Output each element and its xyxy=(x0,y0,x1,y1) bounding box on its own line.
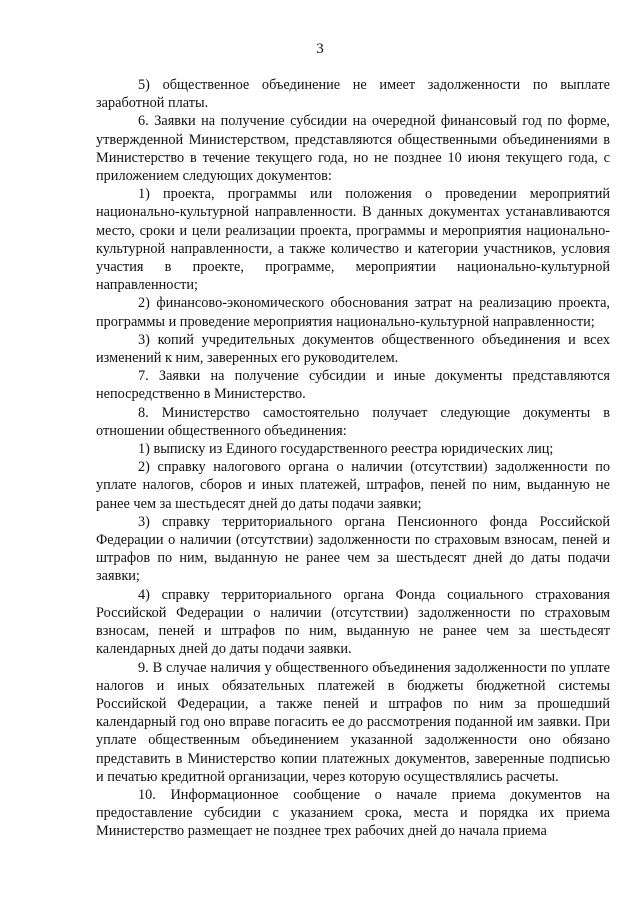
document-body xyxy=(96,76,610,841)
paragraph-clause-6-item-2: 2) финансово-экономического обоснования затрат на реализацию проекта, программы и проведение мероприятия национально-культурной направленности; xyxy=(96,295,610,330)
page-number: 3 xyxy=(316,41,324,57)
paragraph-clause-9: 9. В случае наличия у общественного объединения задолженности по уплате налогов и иных обязательных платежей в бюджеты бюджетной системы Российской Федерации, а также пеней и штрафов по ним за прошедший календарный год оно вправе погасить ее до рассмотрения поданной им заявки. При уплате общественным объединением указанной задолженности оно обязано представить в Министерство копии платежных документов, заверенные подписью и печатью кредитной организации, через которую осуществлялись расчеты. xyxy=(96,659,610,785)
paragraph-clause-8-item-2: 2) справку налогового органа о наличии (отсутствии) задолженности по уплате налогов, сборов и иных платежей, штрафов, пеней по ним, выданную не ранее чем за шестьдесят дней до даты подачи заявки; xyxy=(96,459,610,512)
paragraph-clause-10: 10. Информационное сообщение о начале приема документов на предоставление субсидии с указанием срока, места и порядка их приема Министерство размещает не позднее трех рабочих дней до начала приема xyxy=(96,786,610,840)
paragraph-clause-8-item-4: 4) справку территориального органа Фонда социального страхования Российской Федерации о наличии (отсутствии) задолженности по страховым взносам, пеней и штрафов по ним, выданную не ранее чем за шестьдесят календарных дней до даты подачи заявки. xyxy=(96,586,610,658)
paragraph-clause-6: 6. Заявки на получение субсидии на очередной финансовый год по форме, утвержденной Министерством, представляются общественными объединениями в Министерство в течение текущего года, но не позднее 10 июня текущего года, с приложением следующих документов: xyxy=(96,113,610,185)
paragraph-clause-8: 8. Министерство самостоятельно получает следующие документы в отношении общественного объединения: xyxy=(96,404,610,439)
paragraph-clause-8-item-3: 3) справку территориального органа Пенсионного фонда Российской Федерации о наличии (отсутствии) задолженности по страховым взносам, пеней и штрафов по ним, выданную не ранее чем за шестьдесят дней до даты подачи заявки; xyxy=(96,513,610,585)
paragraph-clause-8-item-1: 1) выписку из Единого государственного реестра юридических лиц; xyxy=(138,441,554,458)
paragraph-clause-7: 7. Заявки на получение субсидии и иные документы представляются непосредственно в Министерство. xyxy=(96,368,610,403)
paragraph-clause-6-item-3: 3) копий учредительных документов общественного объединения и всех изменений к ним, заверенных его руководителем. xyxy=(96,331,610,367)
paragraph-clause-6-item-1: 1) проекта, программы или положения о проведении мероприятий национально-культурной направленности. В данных документах устанавливаются место, сроки и цели реализации проекта, программы и мероприятия национально-культурной направленности, а также количество и категории участников, условия участия в проекте, программе, мероприятии национально-культурной направленности; xyxy=(96,186,610,294)
paragraph-item-5: 5) общественное объединение не имеет задолженности по выплате заработной платы. xyxy=(96,77,610,112)
